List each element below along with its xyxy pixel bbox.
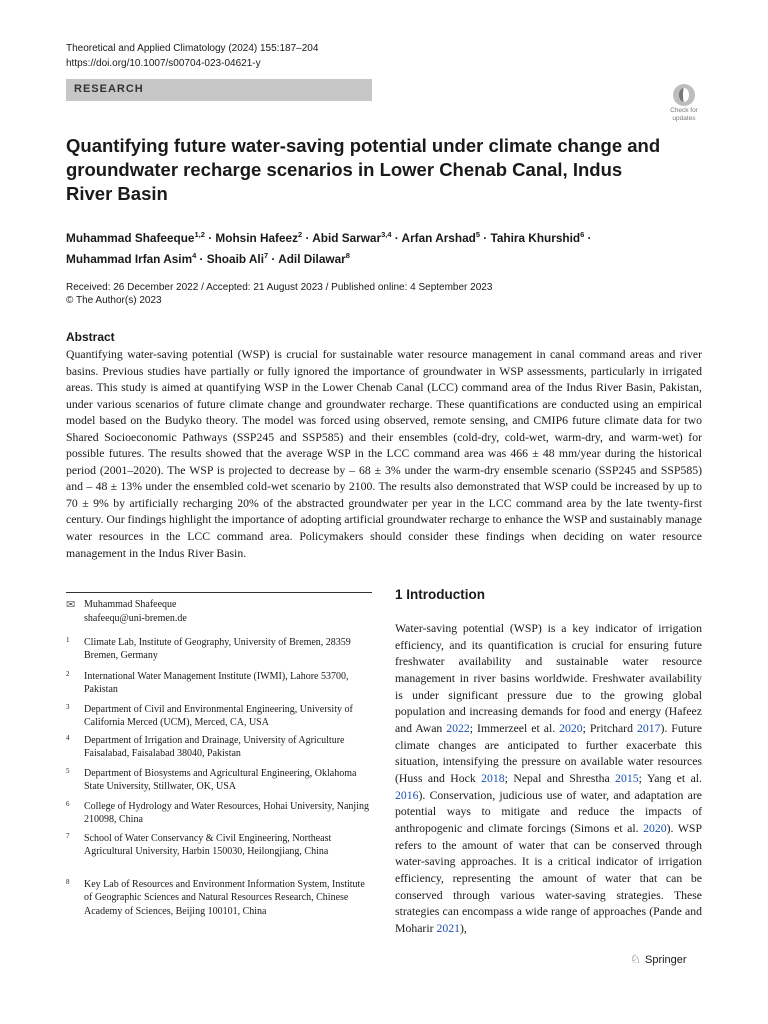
introduction-heading: 1 Introduction xyxy=(395,587,485,602)
author-separator: · xyxy=(584,230,592,245)
article-title: Quantifying future water-saving potential under climate change and groundwater recharge scenarios in Lower Chenab Canal, Indus River Basin xyxy=(66,135,661,204)
author-separator: · xyxy=(480,230,491,245)
corresponding-author: Muhammad Shafeeque xyxy=(84,599,177,610)
author-name[interactable]: Muhammad Shafeeque xyxy=(66,230,195,245)
copyright-line: © The Author(s) 2023 xyxy=(66,295,162,306)
affiliation-text: College of Hydrology and Water Resources, Hohai University, Nanjing 210098, China xyxy=(84,801,369,826)
author-affiliation-marker: 3,4 xyxy=(381,230,392,239)
author-affiliation-marker: 2 xyxy=(298,230,303,239)
author-name[interactable]: Abid Sarwar xyxy=(312,230,382,245)
abstract-body: Quantifying water-saving potential (WSP) is crucial for sustainable water resource management in canal command areas and river basins. Previous studies have partially or fully ignored the importance of groundwater in WSP assessments, particularly in irrigated areas. This study is aimed at quantifying WSP in the Lower Chenab Canal (LCC) command area of the Indus River Basin, Pakistan, under various scenarios of future climate change and groundwater recharge. These quantifications are conducted using an empirical model based on the Budyko theory. The model was forced using observed, remote sensing, and CMIP6 future climate data for two Shared Socioeconomic Pathways (SSP245 and SSP585) and their ensembles (cold-dry, cold-wet, warm-dry, and warm-wet) for possible futures. The results showed that the average WSP in the LCC command area was 466 ± 48 mm/year during the historical period (2001–2020). The WSP is projected to decrease by – 68 ± 3% under the warm-dry ensemble scenario (SSP245 and SSP585) and – 48 ± 13% under the ensembled cold-wet scenario by 2100. The results also demonstrated that WSP could be increased by up to 70 ± 9% by artificially recharging 20% of the abstracted groundwater per year in the LCC command area by the late twenty-first century. Our findings highlight the importance of adopting artificial groundwater recharge to enhance the WSP and sustainably manage water resources in the LCC command area. Policymakers should consider these findings when deciding on water resource management in the Indus River Basin. xyxy=(66,348,702,560)
intro-text-run: ; Immerzeel et al. xyxy=(469,721,560,735)
doi-link[interactable]: https://doi.org/10.1007/s00704-023-04621-y xyxy=(66,58,261,69)
affiliation-number: 1 xyxy=(66,636,70,644)
check-for-updates-badge[interactable] xyxy=(663,84,703,124)
badge-line1: Check for xyxy=(670,107,698,114)
author-separator: · xyxy=(391,230,402,245)
intro-text-run: ). Future climate changes are anticipated to further exacerbate this situation, intensifying the pressure on available water resources (Huss and Hock xyxy=(395,721,702,785)
springer-horse-icon: ♘ xyxy=(630,952,641,966)
affiliation-number: 3 xyxy=(66,703,70,711)
author-affiliation-marker: 4 xyxy=(192,250,197,260)
affiliation-number: 7 xyxy=(66,832,70,840)
affiliation-text: International Water Management Institute (IWMI), Lahore 53700, Pakistan xyxy=(84,671,349,696)
author-affiliation-marker: 7 xyxy=(263,250,269,260)
intro-text-run: ; Pritchard xyxy=(582,721,637,735)
author-name[interactable]: Mohsin Hafeez xyxy=(215,230,298,245)
citation-link[interactable]: 2021 xyxy=(436,921,460,935)
footnote-divider xyxy=(66,592,372,593)
citation-link[interactable]: 2015 xyxy=(615,771,639,785)
author-separator: · xyxy=(196,251,207,266)
citation-link[interactable]: 2022 xyxy=(446,721,470,735)
affiliation-number: 5 xyxy=(66,767,70,775)
introduction-body xyxy=(395,621,702,937)
author-name[interactable]: Tahira Khurshid xyxy=(490,230,581,245)
section-banner xyxy=(66,79,372,101)
abstract-heading: Abstract xyxy=(66,330,115,344)
author-affiliation-marker: 8 xyxy=(345,250,350,260)
intro-text-run: ). WSP refers to the amount of water that can be conserved through water-saving approaches. It is a critical indicator of irrigation efficiency, representing the amount of water that can be conserved through various water-saving strategies. These strategies can encompass a wide range of approaches (Pande and Moharir xyxy=(395,821,702,935)
envelope-icon: ✉ xyxy=(66,599,76,611)
journal-citation: Theoretical and Applied Climatology (2024) 155:187–204 xyxy=(66,43,319,54)
intro-text-run: Water-saving potential (WSP) is a key indicator of irrigation efficiency, and its quantification is crucial for ensuring future freshwater availability and sustainable water resource management in river basins worldwide. Freshwater availability is under significant pressure due to the growing global population and increasing demands for food and energy (Hafeez and Awan xyxy=(395,622,702,735)
citation-link[interactable]: 2020 xyxy=(643,821,667,835)
author-name[interactable]: Arfan Arshad xyxy=(401,230,476,245)
affiliation-text: Department of Biosystems and Agricultural Engineering, Oklahoma State University, Stillwater, OK, USA xyxy=(84,768,357,793)
author-affiliation-marker: 1,2 xyxy=(194,230,205,239)
author-name[interactable]: Muhammad Irfan Asim xyxy=(66,251,193,266)
publisher-footer xyxy=(630,952,687,967)
affiliation-number: 4 xyxy=(66,734,70,742)
author-separator: · xyxy=(268,251,279,266)
citation-link[interactable]: 2020 xyxy=(559,721,583,735)
intro-text-run: ), xyxy=(459,921,467,935)
author-list xyxy=(66,226,666,268)
affiliation-text: Department of Civil and Environmental Engineering, University of California Merced (UCM), Merced, CA, USA xyxy=(84,704,353,729)
intro-text-run: ; Yang et al. xyxy=(638,771,702,785)
check-updates-icon xyxy=(673,84,695,106)
author-affiliation-marker: 5 xyxy=(475,230,481,239)
citation-link[interactable]: 2017 xyxy=(636,721,661,735)
author-separator: · xyxy=(204,230,216,245)
affiliation-text: Key Lab of Resources and Environment Information System, Institute of Geographic Sciences and Natural Resources Research, Chinese Academy of Sciences, Beijing 100101, China xyxy=(84,879,365,917)
author-line-1 xyxy=(66,226,666,247)
author-affiliation-marker: 6 xyxy=(580,230,585,239)
badge-line2: updates xyxy=(672,115,696,122)
author-name[interactable]: Adil Dilawar xyxy=(278,251,346,266)
section-label: RESEARCH xyxy=(74,83,144,95)
affiliation-text: Department of Irrigation and Drainage, University of Agriculture Faisalabad, Faisalabad 38040, Pakistan xyxy=(84,735,345,760)
publication-dates xyxy=(66,281,492,307)
author-line-2 xyxy=(66,247,666,268)
affiliation-text: School of Water Conservancy & Civil Engineering, Northeast Agricultural University, Harbin 150030, Heilongjiang, China xyxy=(84,833,332,858)
publisher-name: Springer xyxy=(645,954,687,966)
affiliation-number: 6 xyxy=(66,800,70,808)
author-separator: · xyxy=(302,230,313,245)
citation-link[interactable]: 2016 xyxy=(395,788,419,802)
journal-header xyxy=(66,41,318,71)
corresponding-email[interactable]: shafeequ@uni-bremen.de xyxy=(84,612,187,624)
citation-link[interactable]: 2018 xyxy=(481,771,505,785)
intro-text-run: ). Conservation, judicious use of water, and adaptation are potential ways to mitigate and reduce the impacts of anthropogenic and climate forcings (Simons et al. xyxy=(395,788,702,835)
dates-line: Received: 26 December 2022 / Accepted: 21 August 2023 / Published online: 4 September 2023 xyxy=(66,282,493,293)
affiliation-number: 2 xyxy=(66,670,70,678)
author-name[interactable]: Shoaib Ali xyxy=(206,251,264,266)
intro-text-run: ; Nepal and Shrestha xyxy=(504,771,616,785)
affiliation-number: 8 xyxy=(66,878,70,886)
affiliation-text: Climate Lab, Institute of Geography, University of Bremen, 28359 Bremen, Germany xyxy=(84,637,351,662)
